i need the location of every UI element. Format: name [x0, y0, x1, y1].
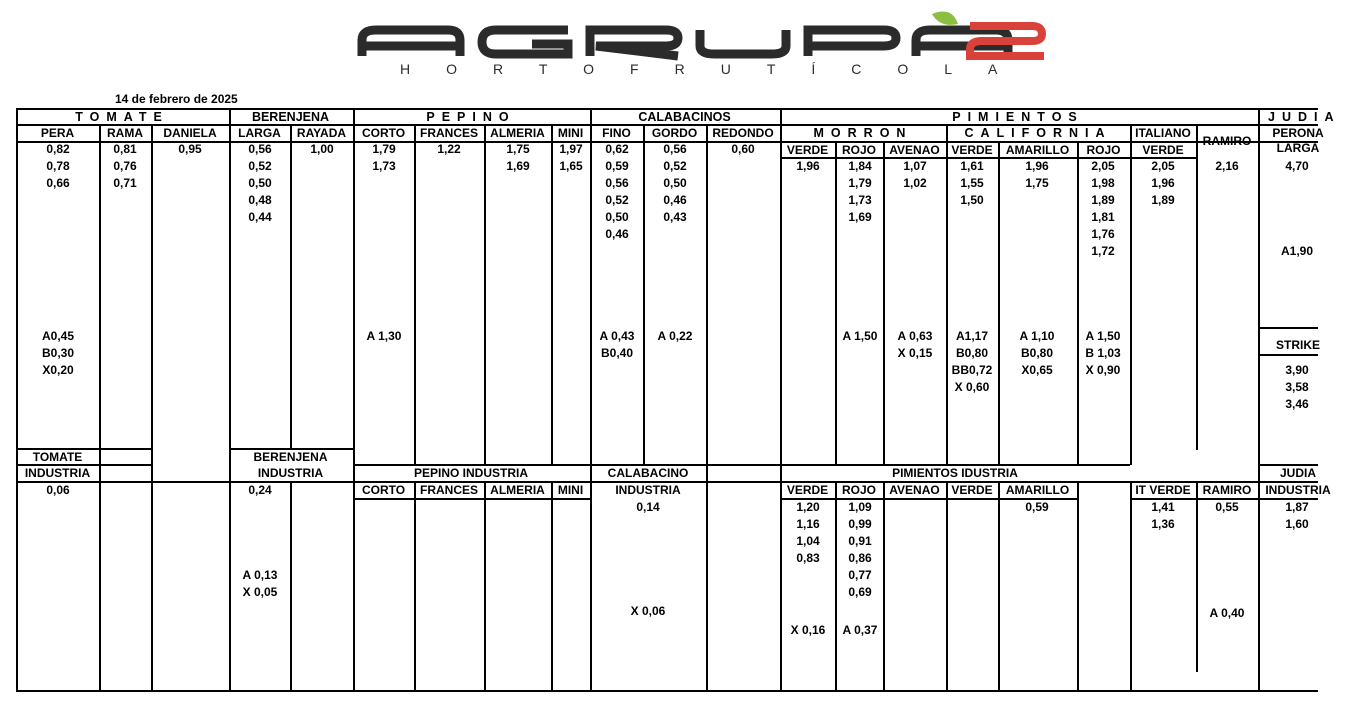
- price-cell: 0,59: [605, 159, 629, 173]
- price-cell: 1,79: [848, 176, 872, 190]
- price-cell: 1,55: [960, 176, 984, 190]
- price-cell: X 0,15: [897, 346, 933, 360]
- price-cell: X 0,90: [1085, 363, 1121, 377]
- price-cell: A 0,43: [599, 329, 635, 343]
- logo-leaf-icon: [932, 12, 958, 25]
- price-cell: 0,81: [113, 142, 137, 156]
- price-cell: 1,50: [960, 193, 984, 207]
- ind-col-avenao: AVENAO: [889, 483, 940, 497]
- ind-col-california-verde: VERDE: [951, 483, 993, 497]
- price-cell: 0,62: [605, 142, 629, 156]
- price-cell: 1,89: [1151, 193, 1175, 207]
- price-cell: 0,50: [663, 176, 687, 190]
- price-cell: A 0,37: [842, 623, 878, 637]
- price-cell: 1,96: [796, 159, 820, 173]
- price-cell: 0,82: [46, 142, 70, 156]
- price-cell: 1,96: [1025, 159, 1049, 173]
- price-cell: 1,02: [903, 176, 927, 190]
- price-cell: 1,09: [848, 500, 872, 514]
- col-pera: PERA: [40, 126, 75, 140]
- judia-industria-label: JUDIA: [1279, 466, 1316, 480]
- price-cell: 1,16: [796, 517, 820, 531]
- price-cell: 1,98: [1091, 176, 1115, 190]
- price-cell: 0,78: [46, 159, 70, 173]
- price-cell: 3,90: [1285, 363, 1309, 377]
- price-cell: 1,73: [372, 159, 396, 173]
- price-cell: 1,69: [848, 210, 872, 224]
- price-cell: 2,05: [1091, 159, 1115, 173]
- price-cell: 1,72: [1091, 244, 1115, 258]
- calabacino-industria-label-2: INDUSTRIA: [615, 483, 681, 497]
- header-judia: JUDIA: [1268, 110, 1341, 124]
- price-cell: 2,05: [1151, 159, 1175, 173]
- col-california-verde: VERDE: [951, 143, 993, 157]
- price-cell: 4,70: [1285, 159, 1309, 173]
- col-daniela: DANIELA: [163, 126, 217, 140]
- report-date: 14 de febrero de 2025: [115, 92, 238, 106]
- price-cell: 0,77: [848, 568, 872, 582]
- price-cell: X0,65: [1021, 363, 1053, 377]
- col-perona: PERONA: [1272, 126, 1324, 140]
- ind-col-amarillo: AMARILLO: [1005, 483, 1070, 497]
- price-cell: 0,56: [605, 176, 629, 190]
- col-larga: LARGA: [238, 126, 281, 140]
- col-almeria: ALMERIA: [490, 126, 545, 140]
- col-rama: RAMA: [107, 126, 143, 140]
- price-cell: 0,60: [731, 142, 755, 156]
- price-cell: 0,55: [1215, 500, 1239, 514]
- col-morron-avenao: AVENAO: [889, 143, 940, 157]
- price-cell: B0,30: [41, 346, 75, 360]
- col-morron-rojo: ROJO: [841, 143, 876, 157]
- price-cell: A 1,50: [1085, 329, 1121, 343]
- berenjena-industria-label: BERENJENA: [253, 450, 328, 464]
- subheader-morron: MORRON: [813, 126, 913, 140]
- col-ramiro: RAMIRO: [1202, 134, 1252, 148]
- price-cell: 0,06: [46, 483, 70, 497]
- price-cell: A0,45: [41, 329, 75, 343]
- price-cell: 1,69: [506, 159, 530, 173]
- col-mini: MINI: [557, 126, 584, 140]
- price-cell: 1,41: [1151, 500, 1175, 514]
- price-cell: 3,46: [1285, 397, 1309, 411]
- col-frances: FRANCES: [419, 126, 478, 140]
- ind-col-verde: VERDE: [786, 483, 829, 497]
- price-cell: A 1,30: [366, 329, 402, 343]
- price-cell: A1,90: [1280, 244, 1314, 258]
- pepino-industria-label: PEPINO INDUSTRIA: [413, 466, 528, 480]
- ind-col-rojo: ROJO: [841, 483, 876, 497]
- price-cell: X 0,05: [242, 585, 278, 599]
- ind-col-almeria: ALMERIA: [490, 483, 545, 497]
- price-cell: A 1,50: [842, 329, 878, 343]
- price-cell: A 0,13: [242, 568, 278, 582]
- tomate-industria-label: TOMATE: [32, 450, 83, 464]
- price-cell: B0,80: [955, 346, 989, 360]
- col-morron-verde: VERDE: [786, 143, 829, 157]
- ind-col-it-verde: IT VERDE: [1135, 483, 1191, 497]
- price-cell: 0,91: [848, 534, 872, 548]
- col-italiano: ITALIANO: [1135, 126, 1191, 140]
- price-cell: A 0,22: [657, 329, 693, 343]
- header-tomate: TOMATE: [75, 110, 169, 124]
- price-cell: 0,52: [605, 193, 629, 207]
- price-cell: 0,46: [605, 227, 629, 241]
- price-cell: 0,66: [46, 176, 70, 190]
- price-cell: 1,36: [1151, 517, 1175, 531]
- price-cell: 1,60: [1285, 517, 1309, 531]
- price-cell: 1,89: [1091, 193, 1115, 207]
- price-cell: 1,96: [1151, 176, 1175, 190]
- price-cell: 1,76: [1091, 227, 1115, 241]
- price-cell: 0,59: [1025, 500, 1049, 514]
- judia-industria-label-2: INDUSTRIA: [1265, 483, 1331, 497]
- price-cell: 0,14: [636, 500, 660, 514]
- price-cell: 0,71: [113, 176, 137, 190]
- price-cell: 1,73: [848, 193, 872, 207]
- price-cell: BB0,72: [951, 363, 993, 377]
- price-cell: A1,17: [955, 329, 989, 343]
- price-cell: X 0,60: [954, 380, 990, 394]
- col-california-amarillo: AMARILLO: [1005, 143, 1070, 157]
- price-cell: 0,86: [848, 551, 872, 565]
- col-california-rojo: ROJO: [1086, 143, 1121, 157]
- price-cell: 3,58: [1285, 380, 1309, 394]
- price-cell: 0,50: [248, 176, 272, 190]
- price-cell: B 1,03: [1085, 346, 1121, 360]
- price-cell: 1,79: [372, 142, 396, 156]
- price-cell: 2,16: [1215, 159, 1239, 173]
- price-cell: 1,65: [559, 159, 583, 173]
- agrupa2-logo: [356, 8, 1056, 78]
- label-strike: STRIKE: [1275, 338, 1320, 352]
- logo-tagline: HORTOFRUTÍCOLA: [400, 61, 1034, 77]
- price-cell: 1,75: [506, 142, 530, 156]
- col-redondo: REDONDO: [712, 126, 774, 140]
- price-cell: 0,46: [663, 193, 687, 207]
- header-berenjena: BERENJENA: [251, 110, 330, 124]
- price-cell: 0,44: [248, 210, 272, 224]
- col-italiano-verde: VERDE: [1142, 143, 1184, 157]
- price-cell: 0,52: [248, 159, 272, 173]
- pimientos-industria-label: PIMIENTOS IDUSTRIA: [892, 466, 1018, 480]
- price-cell: B0,80: [1020, 346, 1054, 360]
- header-calabacinos: CALABACINOS: [638, 110, 731, 124]
- price-cell: 0,95: [178, 142, 202, 156]
- ind-col-ramiro: RAMIRO: [1202, 483, 1252, 497]
- price-cell: 0,99: [848, 517, 872, 531]
- price-cell: 1,61: [960, 159, 984, 173]
- price-cell: 1,97: [559, 142, 583, 156]
- price-cell: 1,81: [1091, 210, 1115, 224]
- price-cell: 1,00: [310, 142, 334, 156]
- ind-col-corto: CORTO: [361, 483, 406, 497]
- logo-wordmark: [362, 30, 1008, 56]
- price-cell: 0,50: [605, 210, 629, 224]
- header-pimientos: PIMIENTOS: [952, 110, 1084, 124]
- price-cell: B0,40: [600, 346, 634, 360]
- berenjena-industria-label-2: INDUSTRIA: [257, 466, 324, 480]
- col-fino: FINO: [602, 126, 631, 140]
- price-cell: 1,07: [903, 159, 927, 173]
- col-gordo: GORDO: [651, 126, 698, 140]
- price-cell: 0,56: [248, 142, 272, 156]
- calabacino-industria-label: CALABACINO: [607, 466, 689, 480]
- ind-col-mini: MINI: [557, 483, 584, 497]
- price-cell: 0,48: [248, 193, 272, 207]
- price-cell: A 0,40: [1209, 606, 1245, 620]
- price-cell: X 0,16: [790, 623, 826, 637]
- price-cell: 0,24: [248, 483, 272, 497]
- price-cell: 0,69: [848, 585, 872, 599]
- price-cell: 0,56: [663, 142, 687, 156]
- ind-col-frances: FRANCES: [419, 483, 478, 497]
- col-rayada: RAYADA: [296, 126, 347, 140]
- price-cell: A 0,63: [897, 329, 933, 343]
- price-cell: 1,20: [796, 500, 820, 514]
- col-corto: CORTO: [361, 126, 406, 140]
- header-pepino: PEPINO: [426, 110, 516, 124]
- price-cell: 0,52: [663, 159, 687, 173]
- price-cell: X 0,06: [630, 604, 666, 618]
- price-cell: A 1,10: [1019, 329, 1055, 343]
- price-cell: X0,20: [42, 363, 74, 377]
- price-cell: 1,84: [848, 159, 872, 173]
- subheader-california: CALIFORNIA: [964, 126, 1112, 140]
- price-cell: 1,04: [796, 534, 820, 548]
- price-cell: 1,22: [437, 142, 461, 156]
- tomate-industria-label-2: INDUSTRIA: [24, 466, 91, 480]
- price-cell: 1,75: [1025, 176, 1049, 190]
- price-cell: 0,43: [663, 210, 687, 224]
- col-judia-larga: LARGA: [1276, 141, 1320, 155]
- price-cell: 1,87: [1285, 500, 1309, 514]
- price-cell: 0,83: [796, 551, 820, 565]
- price-cell: 0,76: [113, 159, 137, 173]
